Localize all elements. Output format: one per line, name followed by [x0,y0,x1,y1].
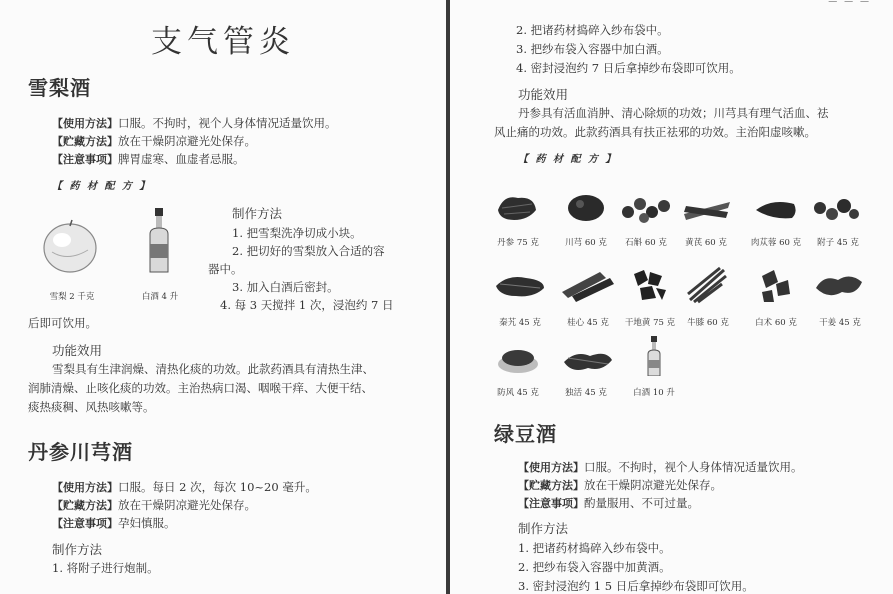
herb-image [756,266,794,304]
storage-text: 放在干燥阴凉避光处保存。 [118,134,256,148]
ingredient-caption: 秦艽 45 克 [499,318,541,328]
caution-label: 【注意事项】 [518,497,584,510]
storage-row [518,477,722,493]
method-step: 2. 把纱布袋入容器中加黄酒。 [518,560,671,574]
method-step: 1. 把诸药材捣碎入纱布袋中。 [518,541,671,555]
herb-image [752,196,798,222]
method-step: 器中。 [208,262,243,276]
ingredient-caption: 川芎 60 克 [565,238,607,248]
caution-text: 脾胃虚寒、血虚者忌服。 [118,152,245,166]
ingredient-caption: 桂心 45 克 [567,318,609,328]
efficacy-line: 风止痛的功效。此款药酒具有扶正祛邪的功效。主治阳虚咳嗽。 [494,125,816,139]
herb-image [812,194,860,224]
herb-image [686,266,728,304]
ingredient-caption: 丹参 75 克 [497,238,539,248]
method-heading: 制作方法 [518,521,569,536]
usage-row [52,479,317,495]
ingredient-caption: 黄芪 60 克 [685,238,727,248]
herb-image [814,268,864,302]
usage-label: 【使用方法】 [52,481,118,494]
usage-label: 【使用方法】 [518,461,584,474]
method-step: 3. 密封浸泡约 1 5 日后拿掉纱布袋即可饮用。 [518,579,754,593]
ingredient-caption: 附子 45 克 [817,238,859,248]
storage-label: 【贮藏方法】 [52,135,118,148]
caution-row [52,151,245,167]
storage-row [52,497,256,513]
method-step: 后即可饮用。 [28,316,97,330]
left-page [0,0,446,594]
method-step: 2. 把切好的雪梨放入合适的容 [232,244,385,258]
recipe-title-mungbean-wine: 绿豆酒 [494,422,557,446]
usage-row [518,459,803,475]
ingredient-caption: 白酒 4 升 [141,292,179,302]
ingredient-caption: 牛膝 60 克 [687,318,729,328]
ingredient-caption: 肉苁蓉 60 克 [750,238,802,248]
caution-label: 【注意事项】 [52,517,118,530]
pear-image [40,218,98,274]
storage-label: 【贮藏方法】 [518,479,584,492]
method-heading: 制作方法 [52,542,103,557]
herb-image [620,194,672,224]
herb-image [560,268,616,302]
ingredient-caption: 雪梨 2 千克 [49,292,95,302]
liquor-bottle-image [646,336,662,376]
method-step: 1. 把雪梨洗净切成小块。 [232,226,362,240]
caution-text: 孕妇慎服。 [118,516,176,530]
herb-image [496,344,540,374]
method-step: 3. 把纱布袋入容器中加白酒。 [516,42,669,56]
caution-label: 【注意事项】 [52,153,118,166]
caution-row [518,495,699,511]
ingredient-caption: 干姜 45 克 [819,318,861,328]
efficacy-heading: 功能效用 [518,87,569,102]
usage-text: 口服。不拘时，视个人身体情况适量饮用。 [584,460,803,474]
method-step: 4. 密封浸泡约 7 日后拿掉纱布袋即可饮用。 [516,61,741,75]
method-heading: 制作方法 [232,206,283,221]
ingredient-caption: 白术 60 克 [755,318,797,328]
ingredient-caption: 干地黄 75 克 [624,318,676,328]
herb-image [630,266,670,304]
caution-text: 酌量服用、不可过量。 [584,496,699,510]
efficacy-line: 润肺清燥、止咳化痰的功效。主治热病口渴、咽喉干痒、大便干结、 [28,381,373,395]
method-step: 4. 每 3 天搅拌 1 次，浸泡约 7 日 [220,298,394,312]
ingredient-caption: 独活 45 克 [565,388,607,398]
usage-text: 口服。不拘时，视个人身体情况适量饮用。 [118,116,337,130]
usage-row [52,115,337,131]
liquor-bottle-image [146,208,172,274]
storage-text: 放在干燥阴凉避光处保存。 [118,498,256,512]
storage-text: 放在干燥阴凉避光处保存。 [584,478,722,492]
herb-image [494,190,538,224]
efficacy-line: 痰热痰稠、风热咳嗽等。 [28,400,155,414]
recipe-title-pear-wine: 雪梨酒 [28,76,91,100]
ingredients-heading: 【 药 材 配 方 】 [518,154,618,165]
herb-image [494,270,546,302]
herb-image [682,196,732,224]
herb-image [562,346,614,374]
storage-row [52,133,256,149]
recipe-title-danshen-wine: 丹参川芎酒 [28,440,133,464]
ingredient-caption: 白酒 10 升 [633,388,675,398]
efficacy-line: 雪梨具有生津润燥、清热化痰的功效。此款药酒具有清热生津、 [52,362,374,376]
right-page [450,0,893,594]
usage-text: 口服。每日 2 次，每次 10~20 毫升。 [118,480,317,494]
ingredient-caption: 石斛 60 克 [625,238,667,248]
ingredients-heading: 【 药 材 配 方 】 [52,181,152,192]
efficacy-line: 丹参具有活血消肿、清心除烦的功效；川芎具有理气活血、祛 [518,106,829,120]
method-step: 3. 加入白酒后密封。 [232,280,339,294]
method-step: 2. 把诸药材捣碎入纱布袋中。 [516,23,669,37]
efficacy-heading: 功能效用 [52,343,103,358]
chapter-title: 支气管炎 [151,24,295,60]
running-header: — — — [828,0,871,7]
herb-image [566,192,606,224]
ingredient-caption: 防风 45 克 [497,388,539,398]
storage-label: 【贮藏方法】 [52,499,118,512]
usage-label: 【使用方法】 [52,117,118,130]
caution-row [52,515,176,531]
method-step: 1. 将附子进行炮制。 [52,561,159,575]
